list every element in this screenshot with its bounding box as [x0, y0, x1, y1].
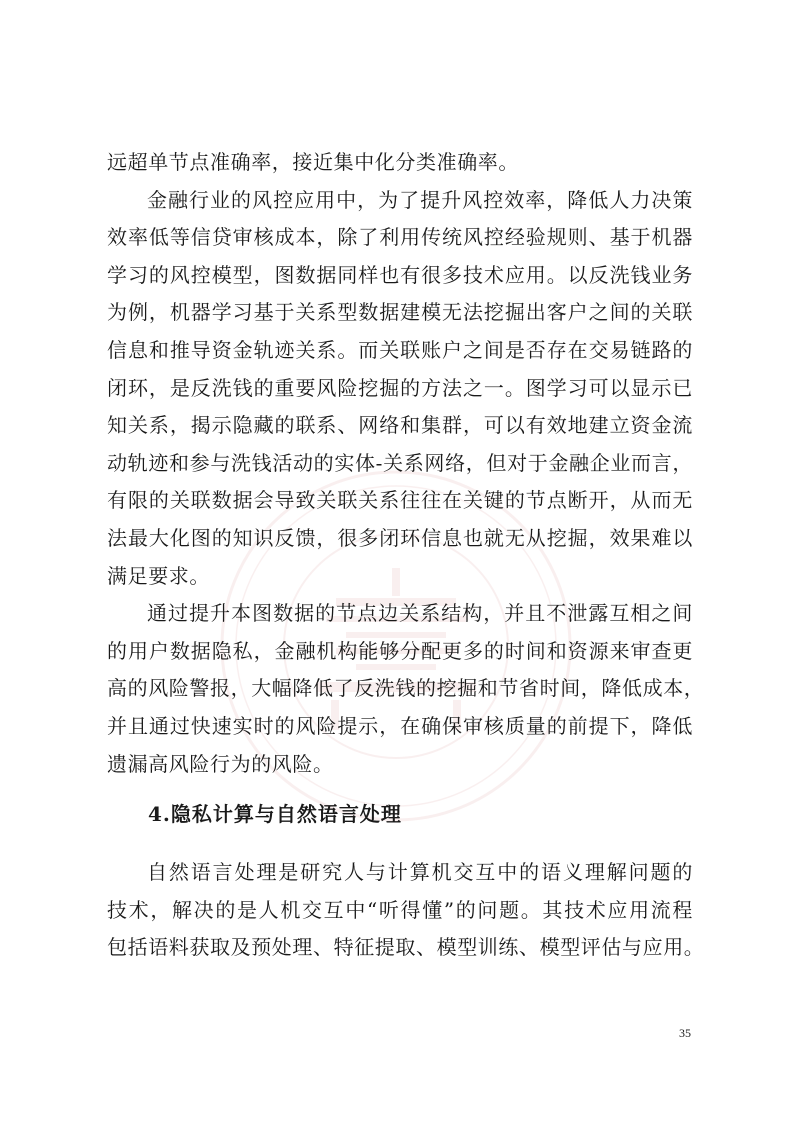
- text-line: 遗漏高风险行为的风险。: [107, 751, 334, 776]
- paragraph-risk-control: [107, 182, 693, 596]
- text-line: 学习的风控模型，图数据同样也有很多技术应用。以反洗钱业务: [107, 262, 693, 287]
- text-line: 知关系，揭示隐藏的联系、网络和集群，可以有效地建立资金流: [107, 413, 693, 438]
- text-line: 信息和推导资金轨迹关系。而关联账户之间是否存在交易链路的: [107, 337, 693, 362]
- body-text-block: [107, 144, 705, 783]
- text-line: 并且通过快速实时的风险提示，在确保审核质量的前提下，降低: [107, 713, 693, 738]
- paragraph-continuation: [107, 144, 693, 182]
- text-line: 满足要求。: [107, 563, 210, 588]
- text-line: 闭环，是反洗钱的重要风险挖掘的方法之一。图学习可以显示已: [107, 375, 693, 400]
- text-line: 通过提升本图数据的节点边关系结构，并且不泄露互相之间: [147, 601, 693, 626]
- page-number: 35: [679, 1026, 691, 1040]
- text-line: 为例，机器学习基于关系型数据建模无法挖掘出客户之间的关联: [107, 300, 693, 325]
- paragraph-nlp: [107, 854, 705, 967]
- text-line: 的用户数据隐私，金融机构能够分配更多的时间和资源来审查更: [107, 638, 693, 663]
- text-line: 高的风险警报，大幅降低了反洗钱的挖掘和节省时间，降低成本，: [107, 676, 705, 701]
- text-line: 远超单节点准确率，接近集中化分类准确率。: [107, 150, 519, 174]
- section-heading: 4.隐私计算与自然语言处理: [148, 802, 402, 826]
- text-line: 动轨迹和参与洗钱活动的实体-关系网络，但对于金融企业而言，: [107, 450, 693, 475]
- text-line: 自然语言处理是研究人与计算机交互中的语义理解问题的: [147, 860, 693, 884]
- text-line: 效率低等信贷审核成本，除了利用传统风控经验规则、基于机器: [107, 225, 693, 250]
- text-line: 法最大化图的知识反馈，很多闭环信息也就无从挖掘，效果难以: [107, 525, 693, 550]
- paragraph-privacy: [107, 595, 705, 783]
- text-line: 技术，解决的是人机交互中“听得懂”的问题。其技术应用流程: [107, 897, 693, 922]
- text-line: 有限的关联数据会导致关联关系往往在关键的节点断开，从而无: [107, 488, 693, 513]
- text-line: 包括语料获取及预处理、特征提取、模型训练、模型评估与应用。: [107, 935, 705, 960]
- text-line: 金融行业的风控应用中，为了提升风控效率，降低人力决策: [147, 187, 693, 212]
